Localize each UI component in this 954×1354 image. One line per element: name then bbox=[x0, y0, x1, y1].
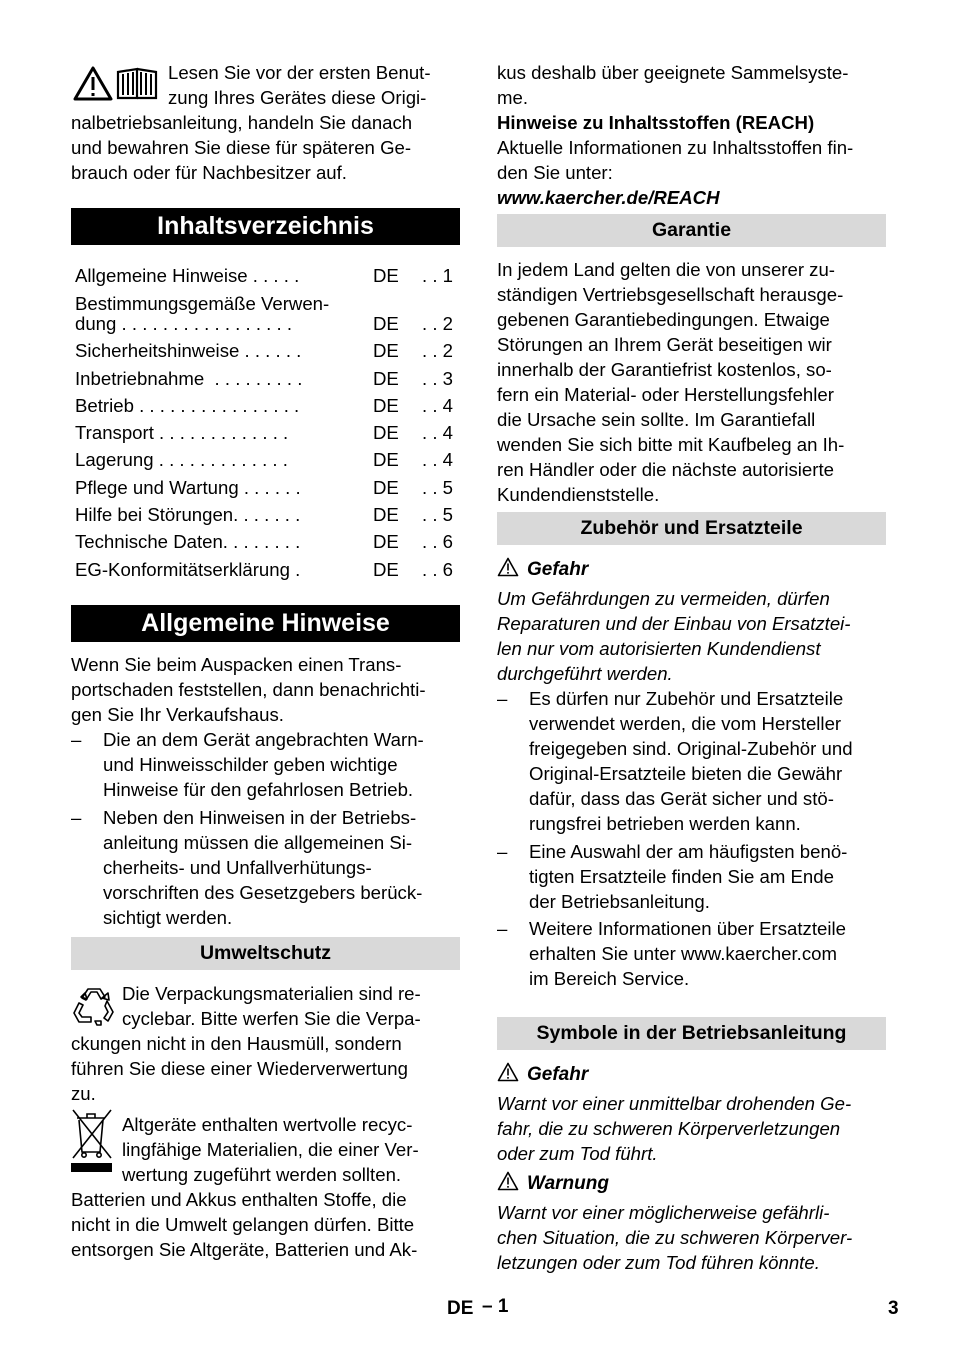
text-line: verwendet werden, die vom Hersteller bbox=[529, 713, 842, 734]
toc-page: . . 1 bbox=[422, 265, 454, 286]
text-line: im Bereich Service. bbox=[529, 968, 690, 989]
toc-page: . . 2 bbox=[422, 313, 454, 334]
danger-label: Gefahr bbox=[527, 1064, 589, 1085]
toc-title: Hilfe bei Störungen. . . . . . . bbox=[75, 504, 301, 525]
text-line: Original-Ersatzteile bieten die Gewähr bbox=[529, 763, 843, 784]
text-line: Neben den Hinweisen in der Betriebs- bbox=[103, 807, 417, 828]
toc-page: . . 4 bbox=[422, 395, 454, 416]
danger-label: Gefahr bbox=[527, 559, 589, 580]
text-line: lingfähige Materialien, die einer Ver- bbox=[122, 1139, 419, 1160]
text-line: ständigen Vertriebsgesellschaft herausge- bbox=[497, 284, 844, 305]
text-line: sichtigt werden. bbox=[103, 907, 233, 928]
toc-title: Bestimmungsgemäße Verwen- bbox=[75, 293, 330, 314]
bullet-dash: – bbox=[497, 841, 508, 862]
text-line: gebenen Garantiebedingungen. Etwaige bbox=[497, 309, 830, 330]
intro-line: nalbetriebsanleitung, handeln Sie danach bbox=[71, 112, 413, 133]
toc-title: Technische Daten. . . . . . . . bbox=[75, 531, 301, 552]
text-line: ren Händler oder die nächste autorisierte bbox=[497, 459, 834, 480]
text-line: freigegeben sind. Original-Zubehör und bbox=[529, 738, 853, 759]
text-line: Aktuelle Informationen zu Inhaltsstoffen fin- bbox=[497, 137, 854, 158]
text-line: entsorgen Sie Altgeräte, Batterien und Ak- bbox=[71, 1239, 418, 1260]
text-line: Hinweise für den gefahrlosen Betrieb. bbox=[103, 779, 414, 800]
toc-lang: DE bbox=[373, 265, 399, 286]
toc-page: . . 4 bbox=[422, 449, 454, 470]
text-line: Die an dem Gerät angebrachten Warn- bbox=[103, 729, 424, 750]
text-line: letzungen oder zum Tod führen könnte. bbox=[497, 1252, 820, 1273]
danger-label-row bbox=[497, 1062, 588, 1087]
intro-line: und bewahren Sie diese für späteren Ge- bbox=[71, 137, 412, 158]
symbols-heading: Symbole in der Betriebsanleitung bbox=[497, 1017, 886, 1050]
toc-page: . . 4 bbox=[422, 422, 454, 443]
toc-lang: DE bbox=[373, 422, 399, 443]
general-heading: Allgemeine Hinweise bbox=[71, 605, 460, 642]
toc-title: Allgemeine Hinweise . . . . . bbox=[75, 265, 300, 286]
text-line: gen Sie Ihr Verkaufshaus. bbox=[71, 704, 284, 725]
text-line: Es dürfen nur Zubehör und Ersatzteile bbox=[529, 688, 844, 709]
text-line: oder zum Tod führt. bbox=[497, 1143, 658, 1164]
text-line: wenden Sie sich bitte mit Kaufbeleg an Ih- bbox=[497, 434, 845, 455]
intro-line: brauch oder für Nachbesitzer auf. bbox=[71, 162, 347, 183]
toc-page: . . 2 bbox=[422, 340, 454, 361]
toc-title: Transport . . . . . . . . . . . . . bbox=[75, 422, 289, 443]
toc-row[interactable] bbox=[75, 393, 460, 418]
toc-row[interactable] bbox=[75, 475, 460, 500]
text-line: anleitung müssen die allgemeinen Si- bbox=[103, 832, 413, 853]
text-line: fahr, die zu schweren Körperverletzungen bbox=[497, 1118, 841, 1139]
toc-page: . . 5 bbox=[422, 504, 454, 525]
toc-lang: DE bbox=[373, 559, 399, 580]
text-line: dafür, dass das Gerät sicher und stö- bbox=[529, 788, 834, 809]
toc-lang: DE bbox=[373, 340, 399, 361]
bullet-dash: – bbox=[71, 807, 82, 828]
text-line: Störungen an Ihrem Gerät beseitigen wir bbox=[497, 334, 832, 355]
text-line: len nur vom autorisierten Kundendienst bbox=[497, 638, 821, 659]
text-line: cherheits- und Unfallverhütungs- bbox=[103, 857, 372, 878]
text-line: und Hinweisschilder geben wichtige bbox=[103, 754, 398, 775]
text-line: Reparaturen und der Einbau von Ersatztei- bbox=[497, 613, 851, 634]
text-line: durchgeführt werden. bbox=[497, 663, 673, 684]
toc-title: Pflege und Wartung . . . . . . bbox=[75, 477, 301, 498]
warning-label: Warnung bbox=[527, 1173, 609, 1194]
text-line: ckungen nicht in den Hausmüll, sondern bbox=[71, 1033, 402, 1054]
toc-title: EG-Konformitätserklärung . bbox=[75, 559, 301, 580]
read-manual-warning-icon bbox=[73, 66, 161, 102]
toc-title: Sicherheitshinweise . . . . . . bbox=[75, 340, 302, 361]
text-line: me. bbox=[497, 87, 528, 108]
toc-lang: DE bbox=[373, 395, 399, 416]
toc-title: Lagerung . . . . . . . . . . . . . bbox=[75, 449, 288, 470]
toc-title: dung . . . . . . . . . . . . . . . . . bbox=[75, 313, 293, 334]
danger-label-row bbox=[497, 557, 588, 582]
warning-label-row bbox=[497, 1171, 609, 1196]
text-line: den Sie unter: bbox=[497, 162, 613, 183]
text-line: zu. bbox=[71, 1083, 96, 1104]
text-line: führen Sie diese einer Wiederverwertung bbox=[71, 1058, 408, 1079]
toc-page: . . 3 bbox=[422, 368, 454, 389]
text-line: Kundendienststelle. bbox=[497, 484, 660, 505]
toc-lang: DE bbox=[373, 368, 399, 389]
intro-line: Lesen Sie vor der ersten Benut- bbox=[168, 62, 431, 83]
text-line: chen Situation, die zu schweren Körperver- bbox=[497, 1227, 853, 1248]
text-line: Die Verpackungsmaterialien sind re- bbox=[122, 983, 421, 1004]
toc-lang: DE bbox=[373, 504, 399, 525]
text-line: wertung zugeführt werden sollten. bbox=[122, 1164, 402, 1185]
footer-lang: DE bbox=[447, 1298, 474, 1319]
text-line: In jedem Land gelten die von unserer zu- bbox=[497, 259, 836, 280]
toc-page: . . 6 bbox=[422, 559, 454, 580]
toc-lang: DE bbox=[373, 449, 399, 470]
toc-row[interactable] bbox=[75, 338, 460, 363]
warning-triangle-icon bbox=[497, 1062, 519, 1082]
text-line: Altgeräte enthalten wertvolle recyc- bbox=[122, 1114, 413, 1135]
text-line: Warnt vor einer unmittelbar drohenden Ge- bbox=[497, 1093, 852, 1114]
accessories-heading: Zubehör und Ersatzteile bbox=[497, 512, 886, 545]
toc-lang: DE bbox=[373, 313, 399, 334]
text-line: rungsfrei betrieben werden kann. bbox=[529, 813, 801, 834]
text-line: der Betriebsanleitung. bbox=[529, 891, 710, 912]
text-line: innerhalb der Garantiefrist kostenlos, so- bbox=[497, 359, 832, 380]
toc-lang: DE bbox=[373, 531, 399, 552]
toc-page: . . 6 bbox=[422, 531, 454, 552]
text-line: vorschriften des Gesetzgebers berück- bbox=[103, 882, 423, 903]
toc-row[interactable] bbox=[75, 447, 460, 472]
recycle-icon bbox=[71, 985, 117, 1029]
intro-line: zung Ihres Gerätes diese Origi- bbox=[168, 87, 427, 108]
warranty-heading: Garantie bbox=[497, 214, 886, 247]
toc-title: Inbetriebnahme . . . . . . . . . bbox=[75, 368, 303, 389]
toc-row[interactable] bbox=[75, 502, 460, 527]
toc-heading: Inhaltsverzeichnis bbox=[71, 208, 460, 245]
toc-row[interactable] bbox=[75, 311, 460, 336]
text-line: tigten Ersatzteile finden Sie am Ende bbox=[529, 866, 834, 887]
text-line: Weitere Informationen über Ersatzteile bbox=[529, 918, 846, 939]
toc-row[interactable] bbox=[75, 420, 460, 445]
reach-heading: Hinweise zu Inhaltsstoffen (REACH) bbox=[497, 112, 815, 133]
text-line: cyclebar. Bitte werfen Sie die Verpa- bbox=[122, 1008, 421, 1029]
bullet-dash: – bbox=[497, 688, 508, 709]
toc-page: . . 5 bbox=[422, 477, 454, 498]
bullet-dash: – bbox=[497, 918, 508, 939]
text-line: fern ein Material- oder Herstellungsfehler bbox=[497, 384, 834, 405]
toc-title: Betrieb . . . . . . . . . . . . . . . . bbox=[75, 395, 300, 416]
text-line: Eine Auswahl der am häufigsten benö- bbox=[529, 841, 848, 862]
text-line: Warnt vor einer möglicherweise gefährli- bbox=[497, 1202, 830, 1223]
footer-page-ref: – 1 bbox=[482, 1296, 509, 1317]
env-heading: Umweltschutz bbox=[71, 937, 460, 970]
warning-triangle-icon bbox=[497, 1171, 519, 1191]
text-line: nicht in die Umwelt gelangen dürfen. Bitte bbox=[71, 1214, 415, 1235]
toc-row[interactable] bbox=[75, 557, 460, 582]
text-line: die Ursache sein sollte. Im Garantiefall bbox=[497, 409, 816, 430]
text-line: Wenn Sie beim Auspacken einen Trans- bbox=[71, 654, 402, 675]
text-line: portschaden feststellen, dann benachrichti- bbox=[71, 679, 426, 700]
toc-row[interactable] bbox=[75, 366, 460, 391]
text-line: kus deshalb über geeignete Sammelsyste- bbox=[497, 62, 849, 83]
bullet-dash: – bbox=[71, 729, 82, 750]
crossed-bin-icon bbox=[71, 1108, 115, 1174]
text-line: Um Gefährdungen zu vermeiden, dürfen bbox=[497, 588, 830, 609]
warning-triangle-icon bbox=[497, 557, 519, 577]
reach-link[interactable]: www.kaercher.de/REACH bbox=[497, 187, 720, 208]
toc-lang: DE bbox=[373, 477, 399, 498]
text-line: Batterien und Akkus enthalten Stoffe, die bbox=[71, 1189, 407, 1210]
page-number: 3 bbox=[888, 1298, 899, 1319]
toc-row[interactable] bbox=[75, 263, 460, 288]
text-line: erhalten Sie unter www.kaercher.com bbox=[529, 943, 837, 964]
toc-row[interactable] bbox=[75, 529, 460, 554]
